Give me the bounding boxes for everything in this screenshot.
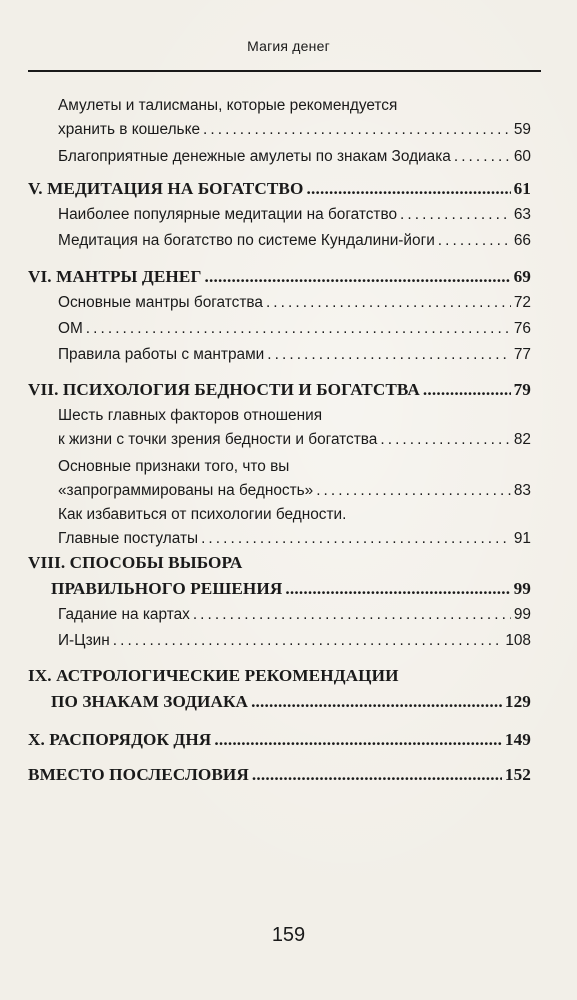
toc-entry-title: Основные мантры богатства (58, 294, 263, 311)
toc-chapter-viii[interactable] (28, 550, 531, 602)
toc-entry-title: Гадание на картах (58, 606, 190, 623)
toc-chapter-v[interactable] (28, 176, 531, 202)
toc-entry-title: Правила работы с мантрами (58, 346, 265, 363)
toc-entry-title: Шесть главных факторов отношения (58, 407, 323, 424)
toc-entry-get-rid-of-poverty[interactable] (58, 503, 531, 551)
dot-leader (86, 317, 511, 341)
toc-entry-title: ОМ (58, 320, 83, 337)
toc-entry-line (28, 264, 531, 290)
toc-page-number: 59 (513, 121, 531, 138)
toc-entry-line (28, 550, 531, 576)
toc-entry-line (58, 317, 531, 341)
dot-leader (380, 428, 511, 452)
toc-chapter-title: V. МЕДИТАЦИЯ НА БОГАТСТВО (28, 179, 304, 198)
toc-entry-title: Амулеты и талисманы, которые рекомендуется (58, 97, 398, 114)
toc-page-number: 99 (513, 579, 531, 598)
dot-leader (454, 145, 511, 169)
toc-entry-kundalini-meditation[interactable] (58, 229, 531, 253)
toc-entry-line (58, 455, 531, 479)
toc-entry-line (58, 428, 531, 452)
toc-chapter-ix[interactable] (28, 663, 531, 715)
toc-chapter-vi[interactable] (28, 264, 531, 290)
toc-entry-line (58, 94, 531, 118)
dot-leader (423, 377, 511, 403)
toc-entry-line (28, 689, 531, 715)
toc-entry-title-continued: «запрограммированы на бедность» (58, 482, 314, 499)
toc-entry-line (58, 603, 531, 627)
toc-entry-line (58, 479, 531, 503)
toc-chapter-title: IX. АСТРОЛОГИЧЕСКИЕ РЕКОМЕНДАЦИИ (28, 666, 399, 685)
toc-entry-poverty-signs[interactable] (58, 455, 531, 503)
toc-page-number: 61 (513, 179, 531, 198)
dot-leader (400, 203, 511, 227)
dot-leader (201, 527, 511, 551)
dot-leader (252, 762, 502, 788)
toc-entry-zodiac-amulets[interactable] (58, 145, 531, 169)
toc-page-number: 69 (513, 267, 531, 286)
toc-page-number: 72 (513, 294, 531, 311)
toc-entry-six-factors[interactable] (58, 404, 531, 452)
dot-leader (316, 479, 511, 503)
toc-entry-line (58, 503, 531, 527)
toc-entry-line (58, 229, 531, 253)
toc-entry-line (28, 762, 531, 788)
toc-page-number: 152 (504, 765, 531, 784)
toc-chapter-x[interactable] (28, 727, 531, 753)
toc-chapter-title-continued: ПО ЗНАКАМ ЗОДИАКА (51, 692, 249, 711)
toc-page-number: 79 (513, 380, 531, 399)
toc-page-number: 76 (513, 320, 531, 337)
dot-leader (285, 576, 510, 602)
toc-entry-main-mantras[interactable] (58, 291, 531, 315)
toc-page-number: 82 (513, 431, 531, 448)
toc-entry-line (28, 663, 531, 689)
toc-page-number: 149 (504, 730, 531, 749)
toc-entry-line (58, 629, 531, 653)
dot-leader (203, 118, 511, 142)
toc-entry-line (28, 727, 531, 753)
toc-entry-line (58, 118, 531, 142)
toc-page-number: 60 (513, 148, 531, 165)
toc-entry-card-divination[interactable] (58, 603, 531, 627)
toc-entry-line (28, 576, 531, 602)
dot-leader (251, 689, 502, 715)
header-rule (28, 70, 541, 72)
dot-leader (438, 229, 511, 253)
toc-entry-i-ching[interactable] (58, 629, 531, 653)
toc-entry-title: Благоприятные денежные амулеты по знакам Зодиака (58, 148, 451, 165)
dot-leader (193, 603, 511, 627)
toc-entry-title: И-Цзин (58, 632, 110, 649)
toc-entry-om[interactable] (58, 317, 531, 341)
toc-entry-line (28, 176, 531, 202)
dot-leader (214, 727, 502, 753)
dot-leader (205, 264, 511, 290)
toc-entry-line (58, 145, 531, 169)
dot-leader (267, 343, 511, 367)
toc-entry-title: Основные признаки того, что вы (58, 458, 290, 475)
toc-page-number: 77 (513, 346, 531, 363)
toc-entry-title-continued: Главные постулаты (58, 530, 199, 547)
folio-page-number: 159 (271, 924, 306, 946)
toc-entry-title: Наиболее популярные медитации на богатство (58, 206, 398, 223)
toc-entry-title-continued: хранить в кошельке (58, 121, 201, 138)
toc-entry-line (58, 404, 531, 428)
toc-entry-line (58, 343, 531, 367)
toc-entry-amulets-wallet[interactable] (58, 94, 531, 142)
toc-page-number: 91 (513, 530, 531, 547)
toc-page-number: 129 (504, 692, 531, 711)
toc-entry-line (58, 203, 531, 227)
dot-leader (306, 176, 510, 202)
toc-chapter-afterword[interactable] (28, 762, 531, 788)
toc-entry-line (58, 527, 531, 551)
dot-leader (113, 629, 503, 653)
dot-leader (266, 291, 511, 315)
toc-page-number: 66 (513, 232, 531, 249)
toc-page-number: 83 (513, 482, 531, 499)
toc-chapter-vii[interactable] (28, 377, 531, 403)
running-head: Магия денег (247, 38, 330, 54)
toc-chapter-title: VI. МАНТРЫ ДЕНЕГ (28, 267, 202, 286)
toc-entry-line (28, 377, 531, 403)
toc-chapter-title: VII. ПСИХОЛОГИЯ БЕДНОСТИ И БОГАТСТВА (28, 380, 420, 399)
toc-page-number: 99 (513, 606, 531, 623)
toc-chapter-title: ВМЕСТО ПОСЛЕСЛОВИЯ (28, 765, 249, 784)
toc-chapter-title: X. РАСПОРЯДОК ДНЯ (28, 730, 212, 749)
toc-page-number: 108 (505, 632, 531, 649)
toc-chapter-title: VIII. СПОСОБЫ ВЫБОРА (28, 553, 243, 572)
toc-entry-mantra-rules[interactable] (58, 343, 531, 367)
toc-entry-title-continued: к жизни с точки зрения бедности и богатства (58, 431, 378, 448)
toc-entry-title: Как избавиться от психологии бедности. (58, 506, 347, 523)
toc-entry-line (58, 291, 531, 315)
toc-page-number: 63 (513, 206, 531, 223)
toc-entry-popular-meditations[interactable] (58, 203, 531, 227)
toc-chapter-title-continued: ПРАВИЛЬНОГО РЕШЕНИЯ (51, 579, 283, 598)
toc-entry-title: Медитация на богатство по системе Кундалини-йоги (58, 232, 435, 249)
